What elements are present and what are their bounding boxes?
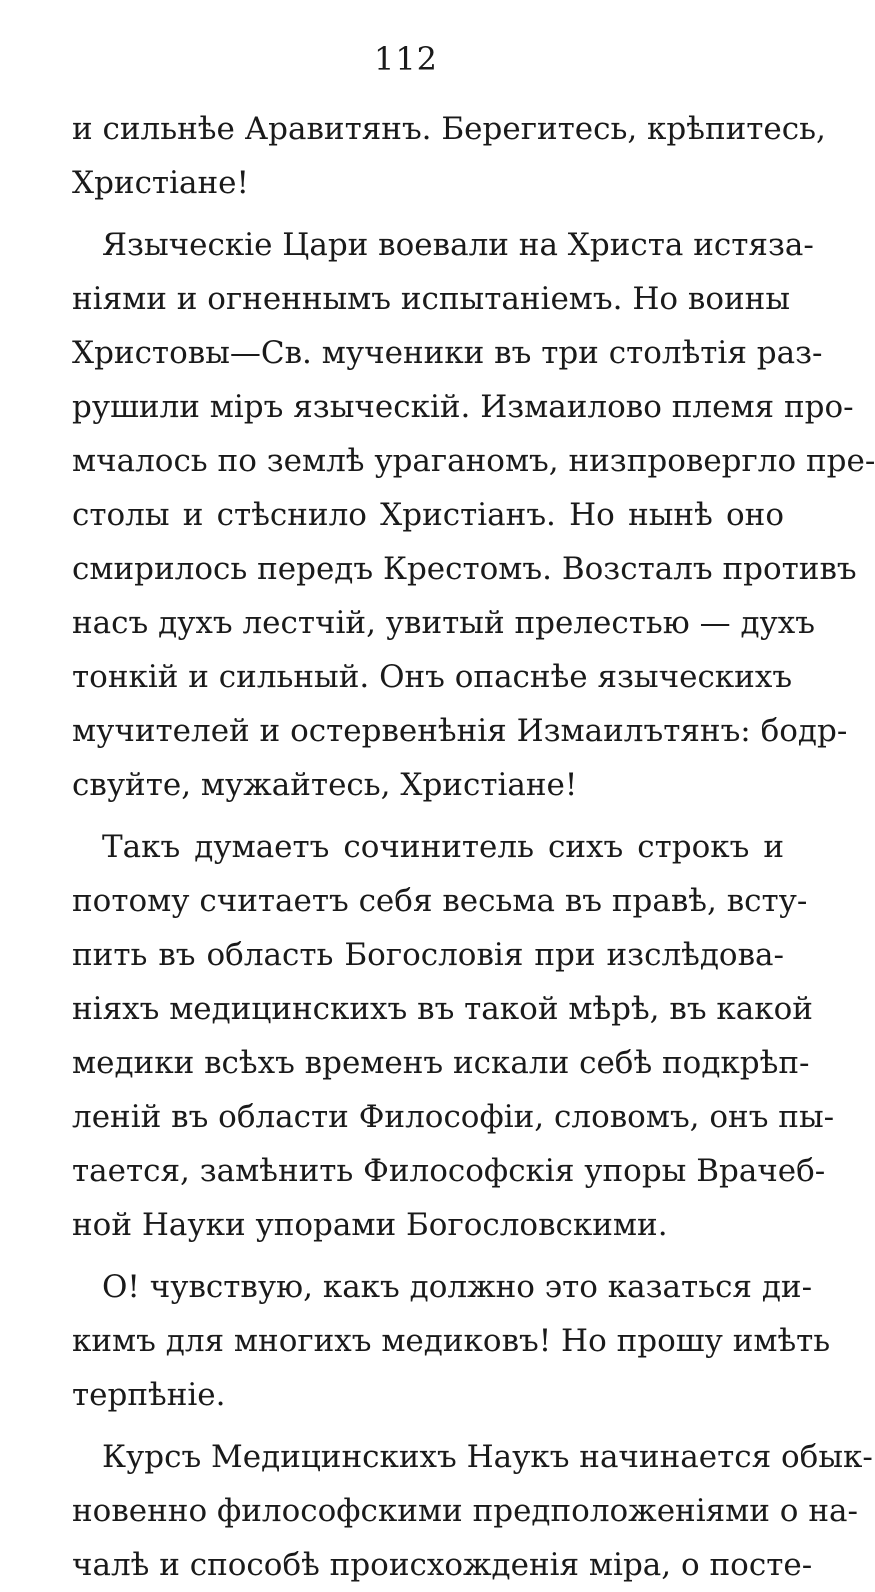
text-line: терпѣніе.: [72, 1377, 226, 1413]
text-line: новенно философскими предположеніями о на-: [72, 1493, 858, 1529]
text-line: Такъ думаетъ сочинитель сихъ строкъ и: [102, 829, 784, 865]
text-line: свуйте, мужайтесь, Христіане!: [72, 767, 578, 803]
text-line: чалѣ и способѣ происхожденія міра, о посте-: [72, 1547, 813, 1583]
text-line: Христовы—Св. мученики въ три столѣтія раз-: [72, 335, 823, 371]
text-line: тонкій и сильный. Онъ опаснѣе языческихъ: [72, 659, 793, 695]
text-line: Языческіе Цари воевали на Христа истяза-: [102, 227, 814, 263]
text-line: смирилось передъ Крестомъ. Возсталъ противъ: [72, 551, 857, 587]
text-line: тается, замѣнить Философскія упоры Врачеб-: [72, 1153, 826, 1189]
page-number: 112: [373, 40, 439, 78]
text-line: и сильнѣе Аравитянъ. Берегитесь, крѣпитесь,: [72, 111, 826, 147]
text-line: пить въ область Богословія при изслѣдова-: [72, 937, 784, 973]
text-line: О! чувствую, какъ должно это казаться ди-: [102, 1269, 813, 1305]
text-line: Курсъ Медицинскихъ Наукъ начинается обык-: [102, 1439, 873, 1475]
body-text: [72, 102, 875, 1592]
text-line: мучителей и остервенѣнія Измаилътянъ: бодр-: [72, 713, 848, 749]
text-line: ніяхъ медицинскихъ въ такой мѣрѣ, въ какой: [72, 991, 813, 1027]
text-line: кимъ для многихъ медиковъ! Но прошу имѣть: [72, 1323, 831, 1359]
text-line: леній въ области Философіи, словомъ, онъ пы-: [72, 1099, 835, 1135]
text-line: медики всѣхъ временъ искали себѣ подкрѣп-: [72, 1045, 810, 1081]
text-line: Христіане!: [72, 165, 249, 201]
text-line: ніями и огненнымъ испытаніемъ. Но воины: [72, 281, 790, 317]
text-line: насъ духъ лестчій, увитый прелестью — духъ: [72, 605, 816, 641]
text-line: рушили міръ языческій. Измаилово племя про-: [72, 389, 854, 425]
text-line: столы и стѣснило Христіанъ. Но нынѣ оно: [72, 497, 784, 533]
text-line: ной Науки упорами Богословскими.: [72, 1207, 668, 1243]
text-line: потому считаетъ себя весьма въ правѣ, всту-: [72, 883, 808, 919]
text-line: мчалось по землѣ ураганомъ, низпровергло пре-: [72, 443, 875, 479]
